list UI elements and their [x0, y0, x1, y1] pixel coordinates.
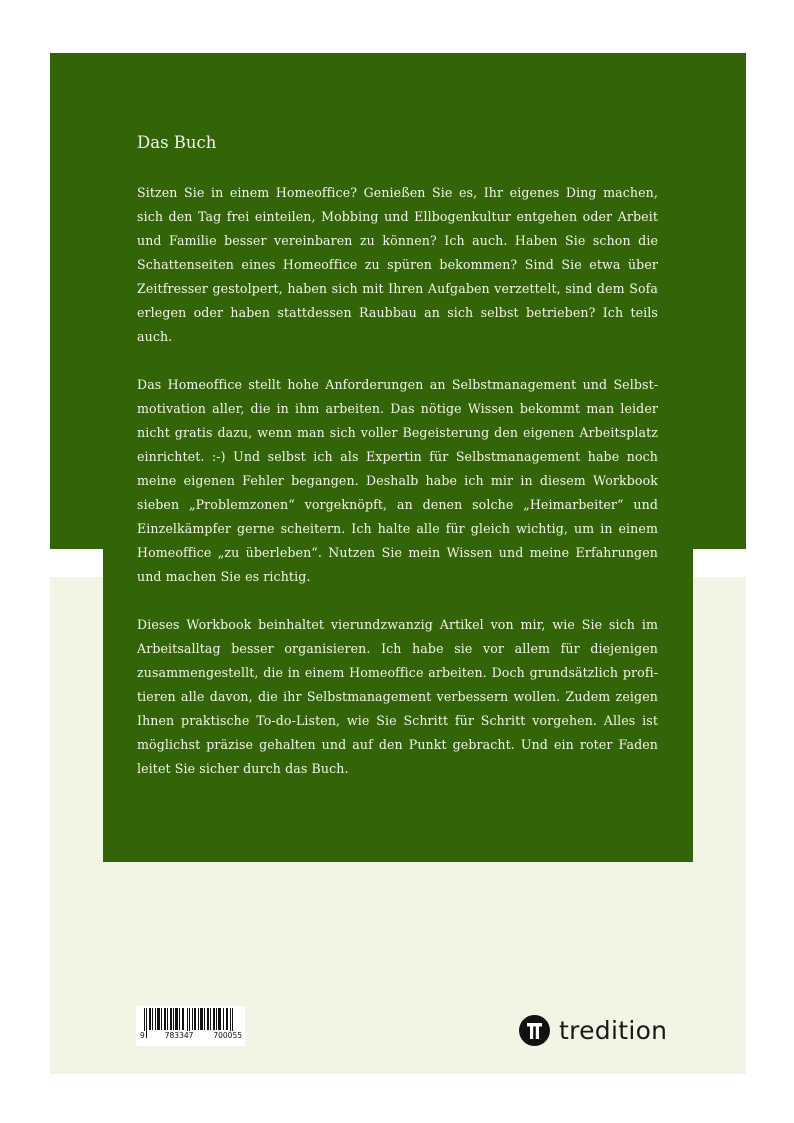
barcode-digit-group-2: 700055 [213, 1030, 242, 1040]
isbn-barcode [136, 1006, 245, 1046]
barcode-digit-group-1: 783347 [164, 1030, 194, 1040]
publisher-name: tredition [559, 1015, 668, 1045]
publisher-logo [519, 1013, 667, 1047]
blurb-paragraph-2: Das Homeoffice stellt hohe Anforderungen an Selbstmanagement und Selbstmotivation aller, die in ihm arbeiten. Das nötige Wissen bekommt man leider nicht gratis dazu, wenn man sich voller Begeisterung den eigenen Arbeitsplatz einrichtet. :-) Und selbst ich als Expertin für Selbstmanagement habe noch meine eigenen Fehler begangen. Deshalb habe ich mir in diesem Workbook sieben „Problemzonen“ vorgeknöpft, an denen solche „Heimarbeiter“ und Einzelkämpfer gerne scheitern. Ich halte alle für gleich wichtig, um in einem Homeoffice „zu überleben“. Nutzen Sie mein Wissen und meine Erfahrungen und machen Sie es richtig. [137, 377, 658, 584]
blurb-paragraph-1: Sitzen Sie in einem Homeoffice? Genießen Sie es, Ihr eigenes Ding machen, sich den Tag frei einteilen, Mobbing und Ellbogenkultur entgehen oder Arbeit und Familie besser vereinbaren zu können? Ich auch. Haben Sie schon die Schattenseiten eines Homeoffice zu spüren bekommen? Sind Sie etwa über Zeitfresser gestolpert, haben sich mit Ihren Aufgaben verzettelt, sind dem Sofa erlegen oder haben stattdessen Raubbau an sich selbst betrieben? Ich teils auch. [137, 185, 658, 344]
back-cover [50, 53, 746, 1074]
blurb-paragraph-3: Dieses Workbook beinhaltet vierundzwanzig Artikel von mir, wie Sie sich im Arbeitsalltag besser organisieren. Ich habe sie vor allem für diejenigen zusammengestellt, die in einem Homeoffice arbeiten. Doch grundsätzlich profitieren alle davon, die ihr Selbstmanagement verbessern wollen. Zudem zeigen Ihnen praktische To-do-Listen, wie Sie Schritt für Schritt vorgehen. Alles ist möglichst präzise gehalten und auf den Punkt gebracht. Und ein roter Faden leitet Sie sicher durch das Buch. [137, 617, 658, 776]
barcode-digit-prefix: 9 [140, 1030, 145, 1040]
blurb-heading: Das Buch [137, 133, 217, 152]
barcode-digits [139, 1029, 243, 1041]
tredition-logo-icon [519, 1015, 550, 1046]
blurb-panel [103, 53, 693, 862]
